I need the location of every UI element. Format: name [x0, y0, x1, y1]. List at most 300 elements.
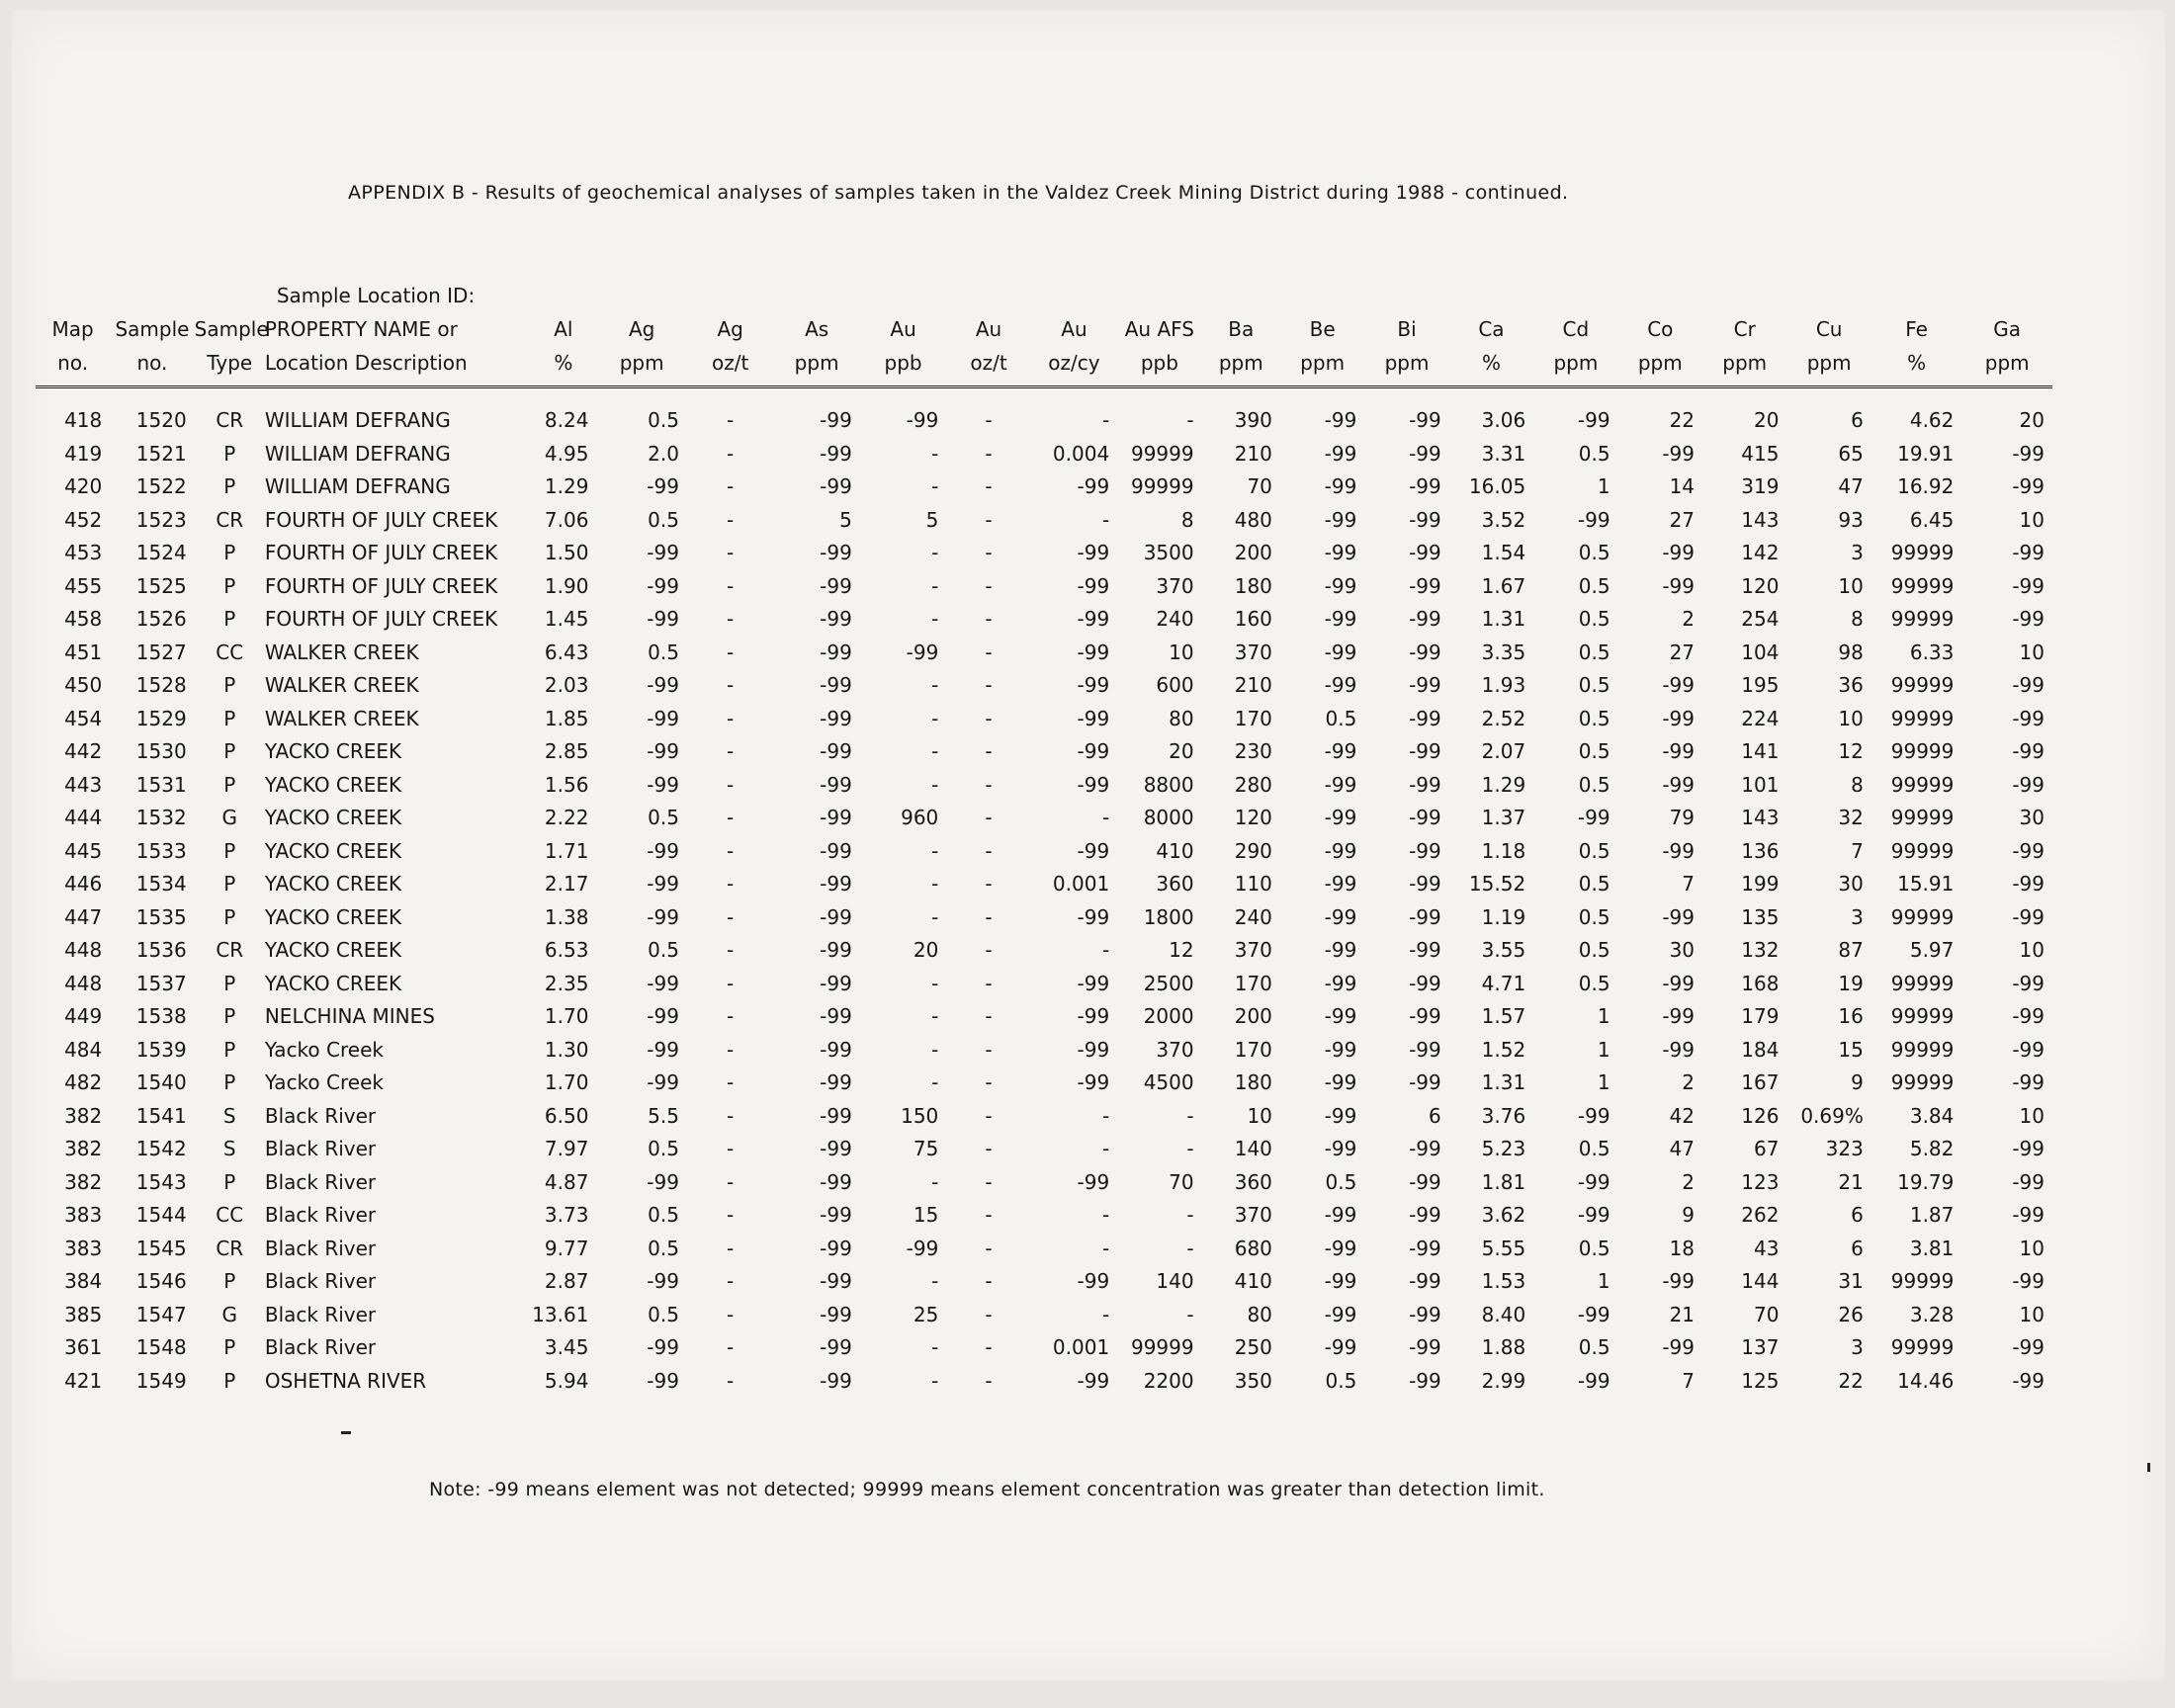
table-cell: -	[985, 474, 993, 498]
table-row	[36, 1233, 2052, 1266]
table-cell: 180	[1234, 1070, 1272, 1094]
column-header-line: ppm	[1984, 351, 2030, 375]
table-cell: 10	[1247, 1103, 1272, 1128]
column-header	[687, 279, 773, 387]
table-row	[36, 504, 2052, 538]
table-cell: 2.35	[544, 971, 589, 995]
column-header	[265, 279, 530, 387]
table-cell: 12	[1838, 739, 1864, 763]
table-cell: -	[931, 1037, 939, 1062]
table-cell: 99999	[1890, 1004, 1955, 1028]
table-cell: -	[727, 1103, 735, 1128]
table-cell: P	[223, 474, 236, 498]
table-cell: -	[985, 938, 993, 962]
table-cell: -	[985, 1269, 993, 1293]
table-cell: 21	[1669, 1302, 1696, 1326]
table-cell: -	[1186, 1103, 1194, 1128]
table-cell: Black River	[264, 1137, 377, 1160]
table-cell: 4500	[1143, 1070, 1194, 1094]
table-cell: 7	[1682, 872, 1696, 896]
table-cell: 1.67	[1481, 573, 1526, 598]
table-body	[36, 404, 2052, 1398]
table-cell: -99	[2012, 541, 2044, 564]
table-cell: 1.30	[544, 1037, 589, 1062]
table-cell: 126	[1741, 1103, 1780, 1128]
table-cell: -99	[1662, 1004, 1696, 1028]
table-cell: 132	[1741, 938, 1780, 962]
table-cell: -	[727, 904, 735, 929]
table-cell: -99	[647, 772, 679, 797]
table-cell: -99	[1324, 1137, 1357, 1160]
column-header-line: Ba	[1228, 317, 1255, 341]
table-cell: 42	[1669, 1103, 1696, 1128]
table-cell: -	[985, 838, 993, 863]
table-cell: 5.94	[544, 1368, 589, 1393]
table-cell: 8	[1851, 772, 1864, 797]
table-cell: -99	[1409, 673, 1441, 697]
table-cell: 10	[2019, 938, 2044, 962]
table-cell: -99	[1662, 573, 1696, 598]
table-cell: 2000	[1143, 1004, 1194, 1028]
table-cell: 9	[1682, 1203, 1696, 1227]
table-cell: -99	[2012, 1037, 2044, 1062]
column-header-line: %	[1481, 351, 1501, 375]
table-cell: -99	[1324, 673, 1357, 697]
table-cell: -99	[1662, 1335, 1696, 1359]
table-cell: -99	[1324, 1335, 1357, 1359]
table-cell: 454	[64, 706, 103, 730]
table-cell: -99	[647, 904, 679, 929]
column-header	[1786, 279, 1870, 387]
column-header-line: As	[805, 317, 829, 341]
table-cell: 6.53	[544, 938, 589, 962]
table-cell: -99	[1409, 573, 1441, 598]
table-cell: -99	[1077, 1368, 1110, 1393]
table-cell: 144	[1741, 1269, 1780, 1293]
column-header-line: ppm	[1218, 351, 1263, 375]
table-cell: -	[985, 1070, 993, 1094]
table-cell: 168	[1741, 971, 1780, 995]
table-cell: -99	[647, 573, 679, 598]
table-cell: P	[223, 607, 236, 631]
table-cell: -99	[820, 1302, 852, 1326]
table-cell: 195	[1741, 673, 1780, 697]
table-cell: WILLIAM DEFRANG	[264, 441, 451, 466]
table-cell: -99	[1409, 1169, 1441, 1194]
table-cell: -	[931, 1269, 939, 1293]
table-cell: 0.5	[1578, 838, 1610, 863]
table-cell: 450	[64, 673, 103, 697]
table-row	[36, 1299, 2052, 1332]
table-cell: 16	[1838, 1004, 1864, 1028]
table-cell: 446	[64, 872, 103, 896]
table-cell: 1.81	[1481, 1169, 1526, 1194]
table-cell: 370	[1234, 640, 1272, 664]
table-cell: 36	[1838, 673, 1864, 697]
table-row	[36, 1067, 2052, 1100]
table-cell: P	[223, 838, 236, 863]
table-cell: 0.5	[648, 1203, 679, 1227]
table-cell: 1	[1597, 1037, 1610, 1062]
table-cell: -99	[2012, 1335, 2044, 1359]
table-cell: 1.87	[1909, 1203, 1955, 1227]
table-cell: 0.5	[1325, 706, 1357, 730]
table-cell: 250	[1234, 1335, 1272, 1359]
table-cell: -99	[1662, 673, 1696, 697]
table-cell: 1.31	[1481, 1070, 1526, 1094]
table-row	[36, 1199, 2052, 1233]
table-cell: P	[223, 872, 236, 896]
table-cell: 1545	[135, 1236, 187, 1260]
table-cell: 370	[1234, 1203, 1272, 1227]
table-cell: 7.06	[544, 507, 589, 532]
table-cell: -99	[2012, 1004, 2044, 1028]
table-cell: -99	[820, 1137, 852, 1160]
table-cell: -99	[820, 607, 852, 631]
table-cell: -	[985, 408, 993, 432]
table-cell: 1	[1597, 1004, 1610, 1028]
table-cell: 2.07	[1481, 739, 1526, 763]
table-cell: 125	[1741, 1368, 1780, 1393]
table-cell: 4.95	[544, 441, 589, 466]
table-cell: 143	[1741, 806, 1780, 829]
document-page	[12, 10, 2165, 1680]
table-cell: -	[1186, 1236, 1194, 1260]
table-cell: OSHETNA RIVER	[264, 1368, 427, 1393]
table-cell: 15	[913, 1203, 939, 1227]
table-row	[36, 1265, 2052, 1299]
table-cell: -	[1186, 1203, 1194, 1227]
table-cell: -	[985, 772, 993, 797]
table-cell: 0.5	[648, 806, 679, 829]
table-row	[36, 669, 2052, 703]
table-cell: 1534	[135, 872, 187, 896]
table-cell: -	[1101, 1302, 1110, 1326]
table-cell: 3.45	[544, 1335, 589, 1359]
column-header-line: ppb	[1140, 351, 1178, 375]
table-cell: 13.61	[532, 1302, 589, 1326]
table-cell: -	[727, 640, 735, 664]
table-cell: 80	[1169, 706, 1194, 730]
table-cell: 1.56	[544, 772, 589, 797]
table-cell: -99	[820, 1269, 852, 1293]
table-cell: 453	[64, 541, 103, 564]
table-cell: -99	[2012, 1203, 2044, 1227]
table-cell: -	[1101, 938, 1110, 962]
table-cell: -99	[820, 673, 852, 697]
table-cell: -99	[1577, 1368, 1610, 1393]
column-header-line: Ag	[717, 317, 743, 341]
table-cell: WALKER CREEK	[264, 673, 419, 697]
table-cell: 0.5	[1578, 904, 1610, 929]
table-cell: 16.05	[1468, 474, 1526, 498]
table-cell: -99	[1662, 971, 1696, 995]
table-cell: 1.18	[1481, 838, 1526, 863]
table-row	[36, 404, 2052, 438]
table-cell: 420	[64, 474, 103, 498]
table-cell: -99	[1409, 441, 1441, 466]
table-cell: -	[727, 706, 735, 730]
table-cell: -	[727, 408, 735, 432]
table-cell: 448	[64, 938, 103, 962]
table-cell: CC	[216, 640, 244, 664]
table-cell: 47	[1838, 474, 1864, 498]
table-cell: -99	[1077, 474, 1110, 498]
table-cell: 0.001	[1052, 1335, 1110, 1359]
table-cell: -	[931, 838, 939, 863]
table-row	[36, 769, 2052, 803]
table-cell: -99	[2012, 1169, 2044, 1194]
column-header	[1202, 279, 1280, 387]
table-cell: 2	[1682, 1070, 1696, 1094]
table-cell: 1.70	[544, 1070, 589, 1094]
table-cell: -99	[1324, 607, 1357, 631]
table-cell: -99	[906, 640, 939, 664]
table-cell: 8.24	[544, 408, 589, 432]
table-cell: 0.5	[1578, 971, 1610, 995]
table-cell: WILLIAM DEFRANG	[264, 474, 451, 498]
table-cell: -99	[1324, 1269, 1357, 1293]
column-header-line: ppm	[1553, 351, 1599, 375]
table-header	[36, 279, 2052, 404]
table-cell: 4.71	[1481, 971, 1526, 995]
table-cell: -99	[1077, 1004, 1110, 1028]
table-cell: -99	[1077, 1070, 1110, 1094]
column-header-line: Au	[975, 317, 1002, 341]
table-cell: 99999	[1890, 772, 1955, 797]
table-cell: YACKO CREEK	[264, 904, 402, 929]
table-cell: 120	[1741, 573, 1780, 598]
table-row	[36, 470, 2052, 504]
table-cell: YACKO CREEK	[264, 938, 402, 962]
column-header-line: Ca	[1478, 317, 1505, 341]
table-cell: -	[985, 1302, 993, 1326]
table-cell: 452	[64, 507, 103, 532]
table-cell: -99	[1409, 706, 1441, 730]
table-cell: -99	[1409, 1137, 1441, 1160]
table-cell: 0.5	[1325, 1169, 1357, 1194]
table-cell: -	[727, 1236, 735, 1260]
column-header-line: %	[1907, 351, 1927, 375]
table-cell: -	[727, 474, 735, 498]
column-header	[860, 279, 946, 387]
table-cell: 10	[2019, 1302, 2044, 1326]
table-cell: -99	[1077, 673, 1110, 697]
table-cell: 410	[1234, 1269, 1272, 1293]
table-cell: -99	[1409, 971, 1441, 995]
table-cell: 99999	[1890, 971, 1955, 995]
table-cell: 1533	[135, 838, 187, 863]
table-cell: -99	[1662, 838, 1696, 863]
table-cell: -99	[1409, 838, 1441, 863]
table-cell: -	[985, 573, 993, 598]
column-header-line: Ga	[1993, 317, 2022, 341]
table-cell: 20	[2019, 408, 2044, 432]
table-cell: -	[985, 1169, 993, 1194]
table-cell: 418	[64, 408, 103, 432]
table-cell: 200	[1234, 541, 1272, 564]
table-cell: 1.54	[1481, 541, 1526, 564]
column-header-line: oz/t	[712, 351, 749, 375]
column-header-line: ppm	[1722, 351, 1768, 375]
table-cell: YACKO CREEK	[264, 772, 402, 797]
column-header-line: ppb	[884, 351, 922, 375]
table-cell: 0.5	[1578, 1236, 1610, 1260]
table-cell: -99	[820, 1103, 852, 1128]
column-header	[1031, 279, 1117, 387]
table-cell: -99	[647, 1037, 679, 1062]
table-cell: 99999	[1890, 806, 1955, 829]
table-cell: -99	[820, 739, 852, 763]
table-cell: 415	[1741, 441, 1780, 466]
table-cell: -99	[1324, 1302, 1357, 1326]
table-cell: CC	[216, 1203, 244, 1227]
table-cell: 3.31	[1481, 441, 1526, 466]
table-cell: 2.0	[648, 441, 679, 466]
table-cell: -	[985, 872, 993, 896]
table-cell: -99	[1409, 904, 1441, 929]
column-header-line: Sample Location ID:	[276, 284, 476, 307]
table-cell: YACKO CREEK	[264, 739, 402, 763]
table-cell: 210	[1234, 441, 1272, 466]
table-cell: 1.50	[544, 541, 589, 564]
table-cell: YACKO CREEK	[264, 838, 402, 863]
table-cell: 43	[1753, 1236, 1780, 1260]
table-cell: 1539	[135, 1037, 187, 1062]
table-cell: 8000	[1143, 806, 1194, 829]
table-cell: P	[223, 673, 236, 697]
table-cell: -	[931, 904, 939, 929]
table-cell: 110	[1234, 872, 1272, 896]
table-cell: 1.85	[544, 706, 589, 730]
table-cell: Black River	[264, 1203, 377, 1227]
table-cell: -99	[1324, 739, 1357, 763]
table-cell: -99	[2012, 904, 2044, 929]
table-cell: 600	[1156, 673, 1194, 697]
table-cell: 99999	[1890, 541, 1955, 564]
table-cell: CR	[216, 1236, 244, 1260]
table-cell: -99	[1409, 1203, 1441, 1227]
table-cell: -99	[1662, 772, 1696, 797]
table-cell: -99	[906, 1236, 939, 1260]
table-cell: -	[985, 640, 993, 664]
table-cell: 20	[1169, 739, 1194, 763]
table-cell: -99	[2012, 474, 2044, 498]
column-header-line: Fe	[1905, 317, 1928, 341]
table-cell: 5.82	[1909, 1137, 1955, 1160]
table-cell: -	[727, 573, 735, 598]
table-cell: -99	[2012, 573, 2044, 598]
table-cell: -99	[1409, 640, 1441, 664]
table-cell: 15.52	[1468, 872, 1526, 896]
table-cell: -99	[1409, 806, 1441, 829]
table-cell: -	[985, 739, 993, 763]
table-cell: -	[727, 772, 735, 797]
table-cell: -99	[1577, 1302, 1610, 1326]
table-cell: 382	[64, 1137, 103, 1160]
table-cell: 6.45	[1909, 507, 1955, 532]
table-cell: -99	[1324, 541, 1357, 564]
table-row	[36, 1000, 2052, 1034]
table-row	[36, 1331, 2052, 1365]
table-cell: 19.79	[1897, 1169, 1955, 1194]
table-cell: 120	[1234, 806, 1272, 829]
table-cell: -99	[820, 1335, 852, 1359]
table-cell: P	[223, 441, 236, 466]
table-cell: 6	[1851, 1203, 1864, 1227]
table-cell: 3.73	[544, 1203, 589, 1227]
table-cell: 361	[64, 1335, 103, 1359]
table-cell: 1520	[135, 408, 187, 432]
table-cell: Black River	[264, 1269, 377, 1293]
table-cell: 385	[64, 1302, 103, 1326]
table-cell: -99	[820, 838, 852, 863]
table-cell: 99999	[1890, 1269, 1955, 1293]
table-cell: 1527	[135, 640, 187, 664]
table-cell: -99	[1409, 772, 1441, 797]
table-cell: -99	[1077, 838, 1110, 863]
table-cell: 135	[1741, 904, 1780, 929]
table-cell: 1537	[135, 971, 187, 995]
column-header-line: Al	[554, 317, 573, 341]
table-cell: -	[727, 1368, 735, 1393]
table-cell: 390	[1234, 408, 1272, 432]
table-cell: -	[727, 607, 735, 631]
table-cell: -99	[647, 971, 679, 995]
table-cell: 1532	[135, 806, 187, 829]
table-cell: 9.77	[544, 1236, 589, 1260]
table-cell: 421	[64, 1368, 103, 1393]
table-cell: 1536	[135, 938, 187, 962]
table-cell: 0.5	[1578, 772, 1610, 797]
table-cell: 87	[1838, 938, 1864, 962]
table-cell: -	[727, 971, 735, 995]
table-cell: -99	[1409, 541, 1441, 564]
table-cell: -99	[820, 541, 852, 564]
table-cell: 370	[1156, 573, 1194, 598]
table-cell: -99	[1324, 806, 1357, 829]
table-cell: -	[985, 1137, 993, 1160]
analysis-table	[36, 279, 2052, 1398]
table-cell: -99	[1577, 806, 1610, 829]
table-cell: 19.91	[1897, 441, 1955, 466]
table-cell: -99	[1077, 1169, 1110, 1194]
table-cell: -	[931, 772, 939, 797]
table-cell: 449	[64, 1004, 103, 1028]
table-cell: 2	[1682, 607, 1696, 631]
table-cell: -99	[820, 1203, 852, 1227]
table-cell: -99	[1409, 1302, 1441, 1326]
table-cell: 6	[1851, 1236, 1864, 1260]
table-cell: YACKO CREEK	[264, 971, 402, 995]
table-cell: G	[221, 1302, 237, 1326]
table-cell: -	[1186, 408, 1194, 432]
column-header-line: Cr	[1733, 317, 1756, 341]
table-cell: -99	[1324, 772, 1357, 797]
table-cell: 200	[1234, 1004, 1272, 1028]
column-header	[1533, 279, 1617, 387]
table-cell: 25	[913, 1302, 939, 1326]
table-cell: 2.85	[544, 739, 589, 763]
table-cell: -	[931, 1169, 939, 1194]
table-cell: -	[931, 1368, 939, 1393]
table-cell: -99	[1077, 607, 1110, 631]
table-cell: 47	[1669, 1137, 1696, 1160]
table-cell: -99	[2012, 1368, 2044, 1393]
table-cell: 0.5	[1578, 673, 1610, 697]
table-cell: -99	[1077, 739, 1110, 763]
table-cell: 70	[1247, 474, 1272, 498]
